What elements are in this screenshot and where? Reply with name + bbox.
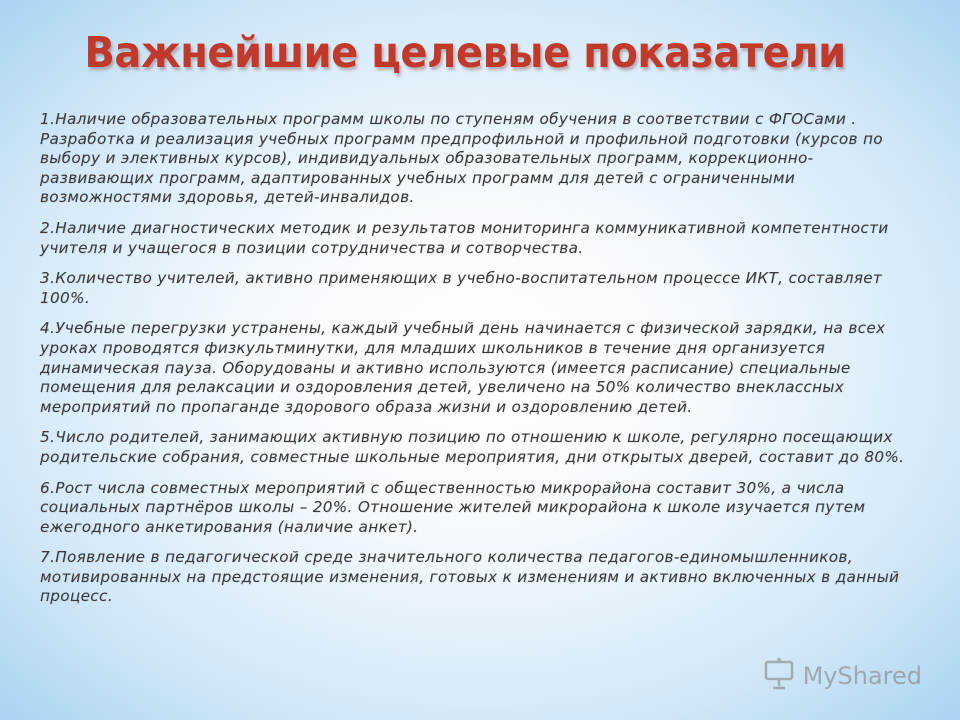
list-item: 2.Наличие диагностических методик и результатов мониторинга коммуникативной компетентности учителя и учащегося в позиции сотрудничества и сотворчества. (40, 218, 889, 257)
slide-content (40, 110, 920, 618)
list-item: 3.Количество учителей, активно применяющих в учебно-воспитательном процессе ИКТ, составляет 100%. (40, 269, 883, 307)
list-item: 4.Учебные перегрузки устранены, каждый учебный день начинается с физической зарядки, на всех уроках проводятся физкультминутки, для младших школьников в течение дня организуется динамическая пауза. Оборудованы и активно используются (имеется расписание) специальные помещения для релаксации и оздоровления детей, увеличено на 50% количество внеклассных мероприятий по пропаганде здорового образа жизни и оздоровлению детей. (40, 319, 886, 416)
list-item: 5.Число родителей, занимающих активную позицию по отношению к школе, регулярно посещающих родительские собрания, совместные школьные мероприятия, дни открытых дверей, составит до 80%. (40, 428, 905, 466)
watermark-text: MyShared (802, 662, 922, 690)
list-item: 1.Наличие образовательных программ школы по ступеням обучения в соответствии с ФГОСами . Разработка и реализация учебных программ предпрофильной и профильной подготовки (курсов по выбору и элективных курсов), индивидуальных образовательных программ, коррекционно-развивающих программ, адаптированных учебных программ для детей с ограниченными возможностями здоровья, детей-инвалидов. (40, 110, 883, 207)
list-item: 6.Рост числа совместных мероприятий с общественностью микрорайона составит 30%, а числа социальных партнёров школы – 20%. Отношение жителей микрорайона к школе изучается путем ежегодного анкетирования (наличие анкет). (40, 478, 866, 536)
presentation-board-icon (763, 657, 797, 695)
list-item: 7.Появление в педагогической среде значительного количества педагогов-единомышленников, мотивированных на предстоящие изменения, готовых к изменениям и активно включенных в данный процесс. (40, 548, 900, 606)
watermark-logo (763, 656, 922, 696)
slide-title: Важнейшие целевые показатели (84, 28, 846, 78)
